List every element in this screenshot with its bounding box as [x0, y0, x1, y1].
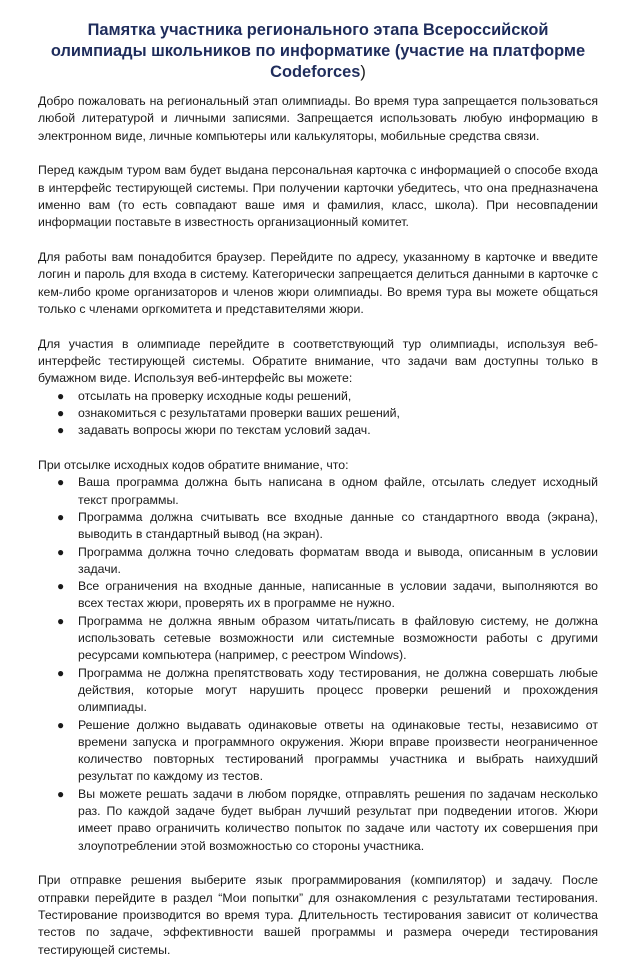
- bullet-icon: ●: [57, 388, 65, 403]
- bullet-icon: ●: [57, 405, 65, 420]
- page-title: [38, 20, 598, 83]
- web-interface-list: [38, 388, 598, 440]
- bullet-icon: ●: [57, 509, 65, 524]
- bullet-icon: ●: [57, 786, 65, 801]
- spacer: [38, 440, 598, 458]
- list-item: ● задавать вопросы жюри по текстам условий задач.: [38, 422, 598, 439]
- document-page: [38, 20, 598, 959]
- paragraph-source-code-intro: При отсылке исходных кодов обратите внимание, что:: [38, 458, 349, 473]
- list-item: ● Программа не должна препятствовать ходу тестирования, не должна совершать любые действия, которые могут нарушить процесс проверки решений и прохождения олимпиады.: [57, 665, 598, 715]
- list-item: ● Все ограничения на входные данные, написанные в условии задачи, выполняются во всех тестах жюри, проверять их в программе не нужно.: [57, 579, 598, 611]
- spacer: [38, 318, 598, 336]
- list-item: ● Программа должна считывать все входные данные со стандартного ввода (экрана), выводить в стандартный вывод (на экран).: [57, 509, 598, 542]
- title-text: Памятка участника регионального этапа Всероссийской олимпиады школьников по информатике (участие на платформе Codeforces: [50, 21, 586, 81]
- source-code-rules-list: [38, 474, 598, 855]
- list-item: ● Вы можете решать задачи в любом порядке, отправлять решения по задачам несколько раз. По каждой задаче будет выбран лучший результат при подведении итогов. Жюри имеет право ограничить количество попыток по задаче или частоту их совершения при злоупотреблении этой возможностью со стороны участника.: [57, 786, 598, 853]
- paragraph-participation: Для участия в олимпиаде перейдите в соответствующий тур олимпиады, используя веб-интерфейс тестирующей системы. Обратите внимание, что задачи вам доступны только в бумажном виде. Используя веб-интерфейс вы можете:: [38, 336, 598, 386]
- list-item: ● отсылать на проверку исходные коды решений,: [38, 388, 598, 405]
- paragraph-personal-card: Перед каждым туром вам будет выдана персональная карточка с информацией о способе входа в интерфейс тестирующей системы. При получении карточки убедитесь, что она предназначена именно вам (то есть совпадают ваше имя и фамилия, класс, школа). При несовпадении информации поставьте в известность организационный комитет.: [38, 163, 598, 230]
- bullet-icon: ●: [57, 544, 65, 559]
- bullet-icon: ●: [57, 665, 65, 680]
- list-item: ● Программа не должна явным образом читать/писать в файловую систему, не должна использовать сетевые возможности или системные возможности работы с другими ресурсами компьютера (например, с реестром Windows).: [57, 613, 598, 663]
- bullet-icon: ●: [57, 717, 65, 732]
- spacer: [38, 232, 598, 250]
- spacer: [38, 855, 598, 873]
- list-item: ● Решение должно выдавать одинаковые ответы на одинаковые тесты, независимо от времени запуска и программного окружения. Жюри вправе произвести неограниченное количество повторных тестирований программы участника и выбрать наихудший результат по каждому из тестов.: [57, 717, 598, 784]
- bullet-icon: ●: [57, 613, 65, 628]
- bullet-icon: ●: [57, 579, 65, 594]
- title-closing-paren: ): [360, 63, 366, 81]
- list-item: ● Ваша программа должна быть написана в одном файле, отсылать следует исходный текст программы.: [57, 475, 598, 507]
- paragraph-welcome: Добро пожаловать на региональный этап олимпиады. Во время тура запрещается пользоваться любой литературой и личными записями. Запрещается использовать любую информацию в электронном виде, личные компьютеры или калькуляторы, мобильные средства связи.: [38, 94, 598, 143]
- spacer: [38, 145, 598, 163]
- list-item: ● Программа должна точно следовать форматам ввода и вывода, описанным в условии задачи.: [57, 544, 598, 576]
- paragraph-browser: Для работы вам понадобится браузер. Перейдите по адресу, указанному в карточке и введите логин и пароль для входа в систему. Категорически запрещается делиться данными в карточке с кем-либо кроме организаторов и членов жюри олимпиады. Во время тура вы можете общаться только с членами оргкомитета и представителями жюри.: [38, 250, 598, 316]
- paragraph-submission: При отправке решения выберите язык программирования (компилятор) и задачу. После отправки перейдите в раздел “Мои попытки” для ознакомления с результатами тестирования. Тестирование производится во время тура. Длительность тестирования зависит от количества тестов по задаче, эффективности вашей программы и размера очереди тестирования тестирующей системы.: [38, 873, 598, 957]
- bullet-icon: ●: [57, 423, 65, 438]
- list-item: ● ознакомиться с результатами проверки ваших решений,: [38, 405, 598, 422]
- bullet-icon: ●: [57, 475, 65, 490]
